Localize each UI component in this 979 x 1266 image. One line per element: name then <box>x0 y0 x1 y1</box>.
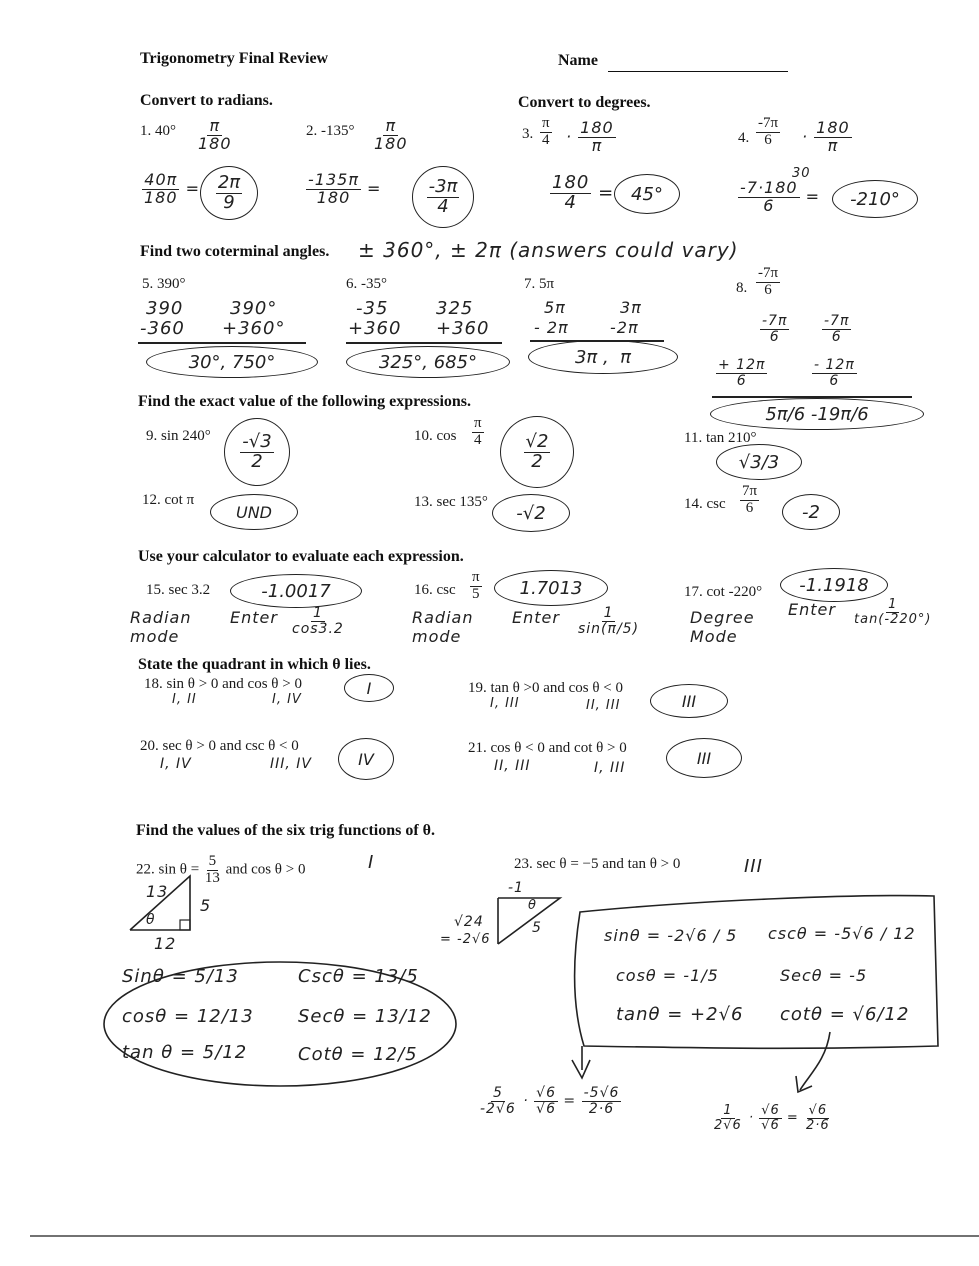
problem-23-quadrant: III <box>744 856 763 877</box>
problem-18-answer: I <box>344 674 394 702</box>
problem-8-left-2: $\frac{+ 12\pi}{6}$ <box>718 357 766 389</box>
problem-1-multiplier: $\frac{\pi}{180}$ <box>198 116 232 153</box>
problem-4-label: 4. <box>738 130 750 146</box>
problem-22-sec: Secθ = 13/12 <box>298 1006 432 1027</box>
problem-23-tri-angle: θ <box>528 898 537 913</box>
problem-4-multiplier: · $\frac{180}{\pi}$ <box>802 118 850 155</box>
problem-10-label: 10. cos <box>414 428 457 444</box>
section-six-trig: Find the values of the six trig functions of θ. <box>136 822 436 839</box>
problem-22-tri-adj: 12 <box>154 934 177 953</box>
problem-18-hint-2: I, IV <box>272 692 302 707</box>
problem-7-left-2: - 2π <box>534 318 569 337</box>
problem-23-sin: sinθ = -2√6 / 5 <box>604 926 738 945</box>
problem-22-label: 22. sin θ = $\frac{5}{13}$ and cos θ > 0 <box>136 853 306 886</box>
problem-15-mode: Radian mode <box>130 608 192 647</box>
problem-4-answer: -210° <box>832 180 918 218</box>
section-coterminal: Find two coterminal angles. <box>140 243 330 260</box>
problem-6-left-1: -35 <box>356 298 389 319</box>
problem-22-tri-opp: 5 <box>200 896 212 915</box>
problem-23-tri-side2: = -2√6 <box>440 932 491 947</box>
problem-14-label: 14. csc <box>684 496 726 512</box>
problem-6-label: 6. -35° <box>346 276 387 292</box>
problem-10-question: $\frac{\pi}{4}$ <box>474 415 482 448</box>
section-radians: Convert to radians. <box>140 92 273 109</box>
problem-7-left-1: 5π <box>544 298 566 317</box>
problem-23-tri-side: √24 <box>454 914 484 930</box>
problem-6-answer: 325°, 685° <box>346 346 510 378</box>
problem-14-answer: -2 <box>782 494 840 530</box>
problem-17-expression: $\frac{1}{\tan(-220^\circ)}$ <box>854 597 932 627</box>
problem-11-label: 11. tan 210° <box>684 430 757 446</box>
section-calculator: Use your calculator to evaluate each expression. <box>138 548 464 565</box>
problem-5-left-1: 390 <box>146 298 184 319</box>
problem-5-right-2: +360° <box>222 318 286 339</box>
problem-6-left-2: +360 <box>348 318 402 339</box>
problem-9-answer: $\frac{-√3}{2}$ <box>224 418 290 486</box>
problem-4-question: $\frac{-7\pi}{6}$ <box>758 115 779 148</box>
problem-20-hint-2: III, IV <box>270 756 312 772</box>
problem-23-cot: cotθ = √6/12 <box>780 1004 910 1025</box>
problem-23-tri-hyp: 5 <box>532 920 542 936</box>
problem-16-expression: $\frac{1}{\sin(\pi/5)}$ <box>578 605 640 637</box>
problem-8-right-1: $\frac{-7\pi}{6}$ <box>824 313 850 345</box>
problem-23-work-left: $\frac{5}{-2√6}$ · $\frac{√6}{√6}$ = $\frac{-5√6}{2\cdot 6}$ <box>480 1085 620 1117</box>
problem-20-hint-1: I, IV <box>160 756 192 772</box>
problem-22-sin: Sinθ = 5/13 <box>122 966 239 987</box>
problem-16-label: 16. csc <box>414 582 456 598</box>
problem-22-tri-angle: θ <box>146 912 156 928</box>
problem-16-mode: Radian mode <box>412 608 474 647</box>
problem-19-label: 19. tan θ >0 and cos θ < 0 <box>468 680 624 696</box>
problem-23-label: 23. sec θ = −5 and tan θ > 0 <box>514 856 681 872</box>
problem-11-answer: √3/3 <box>716 444 802 480</box>
problem-21-answer: III <box>666 738 742 778</box>
problem-18-label: 18. sin θ > 0 and cos θ > 0 <box>144 676 302 692</box>
problem-20-answer: IV <box>338 738 394 780</box>
problem-2-label: 2. -135° <box>306 123 355 139</box>
problem-7-answer: 3π , π <box>528 340 678 374</box>
problem-19-answer: III <box>650 684 728 718</box>
problem-8-question: $\frac{-7\pi}{6}$ <box>758 265 779 298</box>
problem-7-right-2: -2π <box>610 318 639 337</box>
problem-17-enter: Enter <box>788 600 836 619</box>
problem-4-work-top: 30 <box>792 166 811 181</box>
problem-7-label: 7. 5π <box>524 276 555 292</box>
name-label: Name <box>558 52 598 69</box>
problem-8-right-2: $\frac{- 12\pi}{6}$ <box>814 357 855 389</box>
problem-15-answer: -1.0017 <box>230 574 362 608</box>
problem-13-label: 13. sec 135° <box>414 494 488 510</box>
problem-21-hint-2: I, III <box>594 760 626 776</box>
coterminal-note: ± 360°, ± 2π (answers could vary) <box>358 238 739 262</box>
problem-22-tan: tan θ = 5/12 <box>122 1042 248 1063</box>
section-quadrant: State the quadrant in which θ lies. <box>138 656 371 673</box>
problem-12-label: 12. cot π <box>142 492 195 508</box>
arrow-down-right <box>800 1032 830 1090</box>
section-degrees: Convert to degrees. <box>518 94 651 111</box>
problem-16-question: $\frac{\pi}{5}$ <box>472 569 480 602</box>
problem-18-hint-1: I, II <box>172 692 197 707</box>
problem-22-right-angle <box>180 920 190 930</box>
problem-21-hint-1: II, III <box>494 758 531 774</box>
problem-2-work: $\frac{-135\pi}{180}$ = <box>308 170 382 207</box>
problem-6-right-2: +360 <box>436 318 490 339</box>
problem-23-cos: cosθ = -1/5 <box>616 966 719 985</box>
problem-8-answer: 5π/6 -19π/6 <box>710 398 924 430</box>
problem-17-answer: -1.1918 <box>780 568 888 602</box>
problem-8-left-1: $\frac{-7\pi}{6}$ <box>762 313 788 345</box>
problem-5-label: 5. 390° <box>142 276 186 292</box>
problem-22-tri-hyp: 13 <box>146 882 169 901</box>
problem-13-answer: -√2 <box>492 494 570 532</box>
problem-23-work-right: $\frac{1}{2√6}$ · $\frac{√6}{√6}$ = $\frac{√6}{2\cdot 6}$ <box>714 1103 830 1133</box>
problem-17-mode: Degree Mode <box>690 608 755 647</box>
problem-22-cos: cosθ = 12/13 <box>122 1006 254 1027</box>
problem-15-label: 15. sec 3.2 <box>146 582 211 598</box>
problem-8-label: 8. <box>736 280 748 296</box>
problem-19-hint-2: II, III <box>586 698 621 713</box>
problem-2-answer: $\frac{-3\pi}{4}$ <box>412 166 474 228</box>
problem-12-answer: UND <box>210 494 298 530</box>
page-title: Trigonometry Final Review <box>140 50 329 67</box>
problem-5-left-2: -360 <box>140 318 185 339</box>
problem-17-label: 17. cot -220° <box>684 584 763 600</box>
problem-14-question: $\frac{7\pi}{6}$ <box>742 483 758 516</box>
problem-23-csc: cscθ = -5√6 / 12 <box>768 924 916 943</box>
problem-1-label: 1. 40° <box>140 123 176 139</box>
problem-10-answer: $\frac{√2}{2}$ <box>500 416 574 488</box>
problem-15-enter: Enter <box>230 608 278 627</box>
problem-9-label: 9. sin 240° <box>146 428 211 444</box>
problem-22-csc: Cscθ = 13/5 <box>298 966 419 987</box>
problem-21-label: 21. cos θ < 0 and cot θ > 0 <box>468 740 627 756</box>
problem-1-answer: $\frac{2\pi}{9}$ <box>200 166 258 220</box>
problem-3-answer: 45° <box>614 174 680 214</box>
problem-4-work: $\frac{-7\cdot 180}{6}$ = <box>740 178 821 215</box>
problem-22-quadrant: I <box>368 852 375 873</box>
problem-3-label: 3. <box>522 126 534 142</box>
section-exact: Find the exact value of the following expressions. <box>138 393 472 410</box>
problem-7-right-1: 3π <box>620 298 642 317</box>
problem-23-sec: Secθ = -5 <box>780 966 868 985</box>
problem-23-tri-top: -1 <box>508 880 524 896</box>
problem-16-answer: 1.7013 <box>494 570 608 606</box>
problem-16-enter: Enter <box>512 608 560 627</box>
problem-2-multiplier: $\frac{\pi}{180}$ <box>374 116 408 153</box>
problem-3-work: $\frac{180}{4}$ = <box>552 172 615 213</box>
problem-23-tan: tanθ = +2√6 <box>616 1004 744 1025</box>
problem-15-expression: $\frac{1}{\cos 3.2}$ <box>292 605 344 637</box>
problem-1-work: $\frac{40\pi}{180}$ = <box>144 170 201 207</box>
problem-3-multiplier: · $\frac{180}{\pi}$ <box>566 118 614 155</box>
problem-3-question: $\frac{\pi}{4}$ <box>542 115 550 148</box>
problem-19-hint-1: I, III <box>490 696 520 711</box>
problem-5-answer: 30°, 750° <box>146 346 318 378</box>
problem-6-right-1: 325 <box>436 298 474 319</box>
problem-20-label: 20. sec θ > 0 and csc θ < 0 <box>140 738 299 754</box>
problem-5-right-1: 390° <box>230 298 278 319</box>
problem-22-cot: Cotθ = 12/5 <box>298 1044 418 1065</box>
